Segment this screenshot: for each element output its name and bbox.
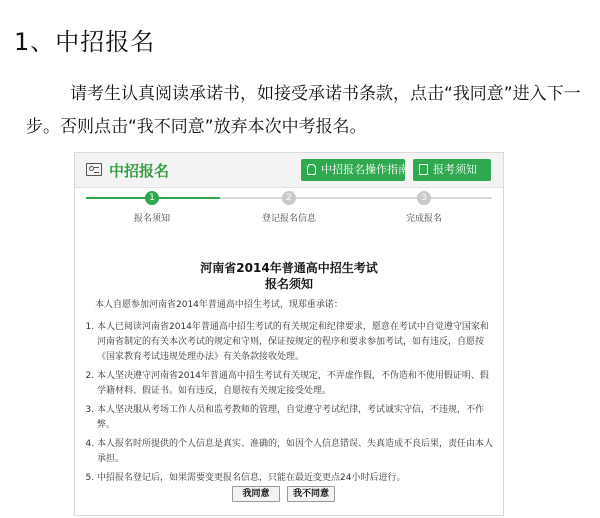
progress-steps [75, 189, 503, 229]
agree-button[interactable]: 我同意 [232, 486, 280, 502]
step-1-dot: 1 [145, 191, 159, 205]
step-2-dot: 2 [282, 191, 296, 205]
action-buttons [75, 486, 503, 504]
list-item: 5. 中招报名登记后，如果需要变更报名信息，只能在最近变更点24小时后进行。 [97, 471, 493, 486]
brand-title: 中招报名 [109, 162, 170, 180]
step-3-label: 完成报名 [405, 214, 442, 224]
list-item: 3. 本人坚决服从考场工作人员和监考教师的管理，自觉遵守考试纪律，考试诚实守信，不违规，不作弊。 [97, 403, 493, 433]
disagree-button[interactable]: 我不同意 [287, 486, 335, 502]
document-body [85, 298, 493, 490]
step-2-label: 登记报名信息 [261, 214, 316, 224]
hand-pointer-icon [307, 164, 316, 175]
id-card-icon [86, 163, 102, 176]
intro-paragraph: 请考生认真阅读承诺书，如接受承诺书条款，点击“我同意”进入下一步。否则点击“我不同意”放弃本次中考报名。 [26, 84, 581, 137]
registration-screenshot [74, 152, 504, 516]
document-title [75, 260, 503, 292]
document-title-line1: 河南省2014年普通高中招生考试 [200, 261, 378, 275]
document-icon [419, 164, 428, 175]
list-item: 1. 本人已阅读河南省2014年普通高中招生考试的有关规定和纪律要求，愿意在考试中自觉遵守国家和河南省制定的有关本次考试的规定和守则，保证按规定的程序和要求参加考试，如有违反，自愿按《国家教育考试违规处理办法》有关条款接收处理。 [97, 320, 493, 365]
document-lead: 本人自愿参加河南省2014年普通高中招生考试，现郑重承诺： [95, 300, 343, 310]
section-heading: 1、中招报名 [14, 28, 156, 56]
step-3-dot: 3 [417, 191, 431, 205]
top-bar [75, 153, 503, 188]
list-item: 4. 本人报名时所提供的个人信息是真实、准确的，如因个人信息错误、失真造成不良后果，责任由本人承担。 [97, 437, 493, 467]
document-title-line2: 报名须知 [264, 277, 313, 291]
exam-notice-button[interactable] [413, 159, 491, 181]
operation-guide-label: 中招报名操作指南 [321, 163, 409, 176]
step-1-label: 报名须知 [133, 214, 170, 224]
list-item: 2. 本人坚决遵守河南省2014年普通高中招生考试有关规定，不弄虚作假，不伪造和不使用假证明、假学籍材料、假证书。如有违反，自愿按有关规定接受处理。 [97, 369, 493, 399]
pledge-list [85, 320, 493, 486]
exam-notice-label: 报考须知 [433, 163, 477, 176]
operation-guide-button[interactable] [301, 159, 409, 181]
